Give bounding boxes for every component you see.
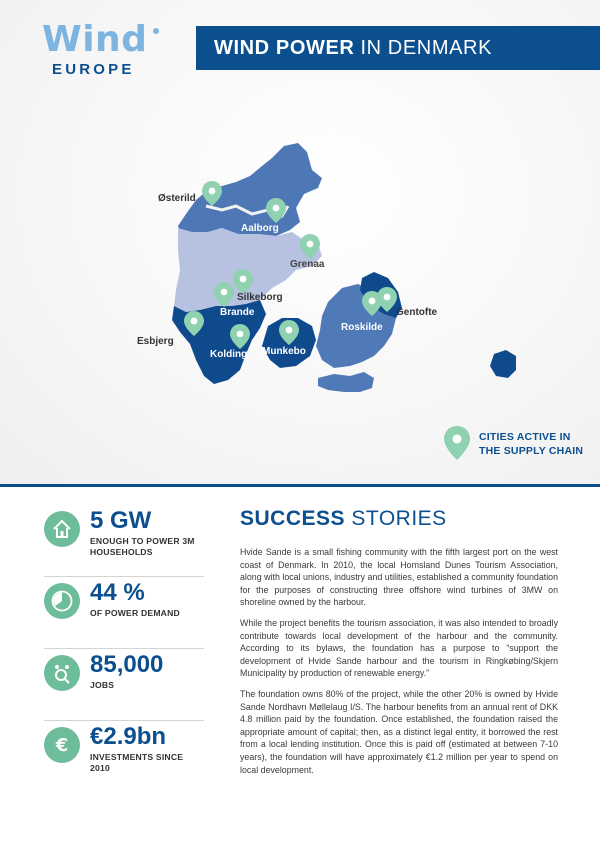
section-title-bold: SUCCESS [240, 507, 346, 530]
svg-text:€: € [55, 735, 69, 756]
house-icon [44, 511, 80, 547]
logo-wind-text: Wind [42, 19, 148, 60]
page-title [196, 26, 600, 70]
stats-column [44, 505, 204, 793]
region-lolland-falster [318, 372, 374, 392]
euro-icon [44, 727, 80, 763]
city-label-gentofte: Gentofte [396, 307, 438, 318]
stat-label: ENOUGH TO POWER 3M HOUSEHOLDS [90, 536, 195, 557]
pie-icon [44, 583, 80, 619]
city-label-silkeborg: Silkeborg [237, 292, 283, 303]
map-pin-icon [443, 424, 471, 462]
section-title-rest: STORIES [351, 507, 447, 530]
stat-label: JOBS [90, 680, 115, 690]
paragraph: The foundation owns 80% of the project, while the other 20% is owned by Hvide Sande Nordhavn Møllelaug I/S. The harbour benefits from an annual rent of DKK 4.8 million paid by the foundation. Once established, the foundation raised the appropriate amount of capital; then, as a distinct legal entity, it borrowed the rest from a local lending institution. Once this is paid off (estimated at between 7-10 years), the foundation will have approximately €1.2 million per year to spend on local development. [240, 688, 558, 775]
paragraph: While the project benefits the tourism association, it was also intended to broadly contribute towards local development of the harbour and the community. According to its bylaws, the foundation has a purpose to “support the development of Hvide Sande harbour and the tourism in Ringkøbing/Skjern Municipality by production of renewable energy.” [240, 617, 558, 679]
stat-value: 5 GW [90, 507, 152, 534]
city-label-esbjerg: Esbjerg [137, 336, 174, 347]
logo-dot [153, 28, 159, 34]
legend-line-1: CITIES ACTIVE IN [479, 431, 571, 443]
paragraph: Hvide Sande is a small fishing community with the fifth largest port on the west coast of Denmark. In 2010, the local Homsland Dunes Tourism Association, along with local unions, industry and utilities, established a community foundation for the purposes of constructing three offshore wind turbines of 3MW on shoreline owned by the harbour. [240, 547, 558, 608]
logo-europe-text: EUROPE [52, 61, 135, 78]
city-label-aalborg: Aalborg [241, 223, 279, 234]
map-legend [443, 424, 593, 464]
stat-value: €2.9bn [90, 723, 167, 750]
stat-investments [44, 721, 204, 793]
legend-label [479, 430, 583, 458]
city-label-osterild: Østerild [158, 193, 196, 204]
stat-label: INVESTMENTS SINCE 2010 [90, 752, 184, 773]
city-label-roskilde: Roskilde [341, 322, 383, 333]
city-label-brande: Brande [220, 307, 255, 318]
success-stories [240, 506, 558, 784]
windeurope-logo [42, 20, 172, 80]
legend-line-2: THE SUPPLY CHAIN [479, 445, 584, 457]
section-title [240, 506, 558, 532]
stat-capacity [44, 505, 204, 577]
page-title-bold: WIND POWER [214, 36, 355, 59]
people-search-icon [44, 655, 80, 691]
city-label-kolding: Kolding [210, 349, 248, 360]
stat-label: OF POWER DEMAND [90, 608, 180, 618]
region-bornholm [490, 350, 516, 378]
page-title-rest: IN DENMARK [360, 36, 493, 59]
stat-value: 44 % [90, 579, 145, 606]
city-label-grenaa: Grenaa [290, 259, 325, 270]
section-divider [0, 484, 600, 487]
stat-value: 85,000 [90, 651, 164, 678]
denmark-map [0, 130, 600, 430]
stat-jobs [44, 649, 204, 721]
stat-demand [44, 577, 204, 649]
city-label-munkebo: Munkebo [262, 346, 306, 357]
